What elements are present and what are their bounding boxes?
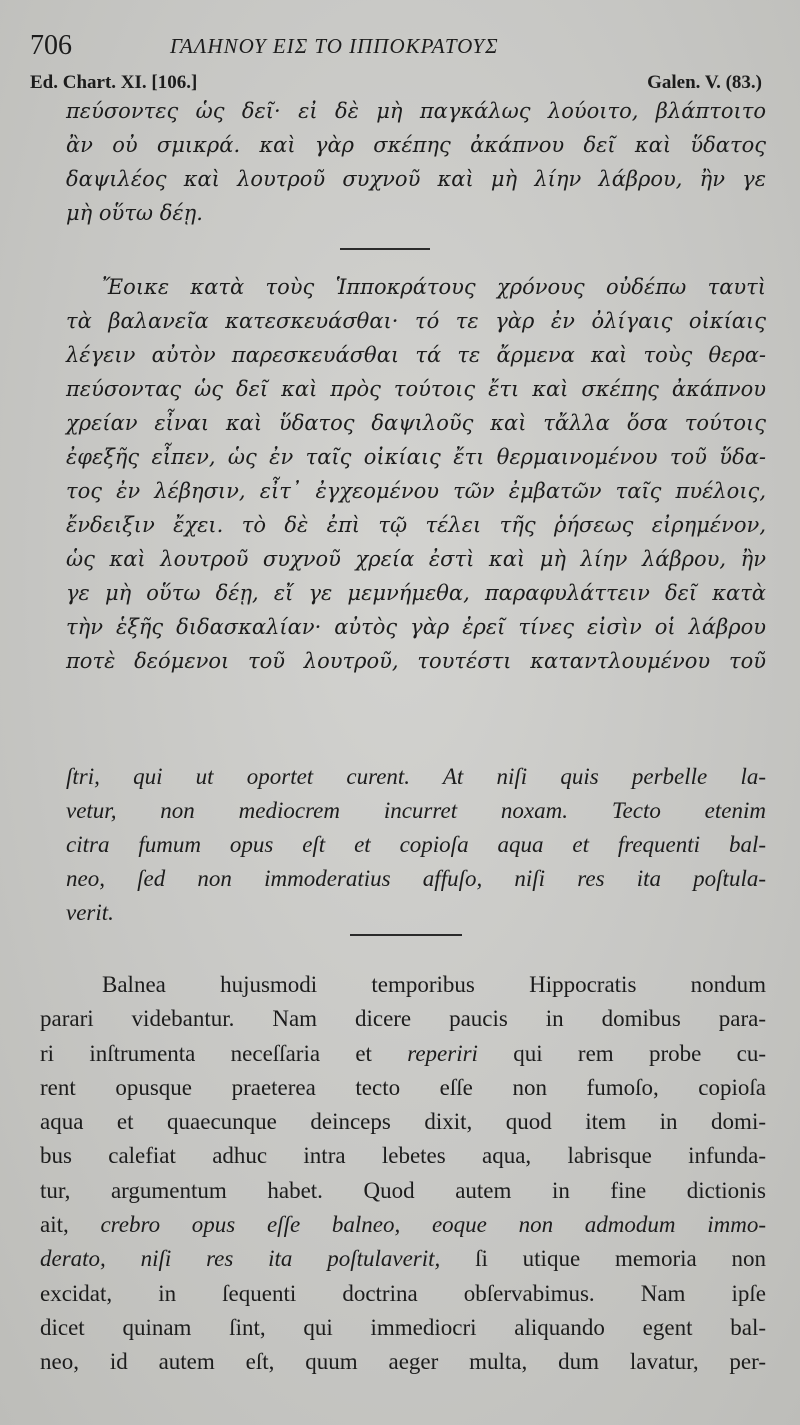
greek-line: μὴ οὕτω δέῃ.	[66, 201, 203, 225]
latin-line	[40, 1345, 766, 1379]
greek-line: δαψιλέος καὶ λουτροῦ συχνοῦ καὶ μὴ λίην λάβρου, ἢν γε	[66, 167, 766, 191]
latin-italic-line: ſtri, qui ut oportet curent. At niſi quis perbelle la-	[66, 764, 766, 789]
latin-line	[40, 1002, 766, 1036]
latin-line	[40, 968, 766, 1002]
latin-text: ſi utique memoria non	[440, 1246, 766, 1272]
latin-line	[40, 1242, 766, 1276]
latin-line	[40, 1037, 766, 1071]
greek-line: ἔνδειξιν ἔχει. τὸ δὲ ἐπὶ τῷ τέλει τῆς ῥήσεως εἰρημένον,	[66, 513, 766, 537]
greek-line: ἐφεξῆς εἶπεν, ὡς ἐν ταῖς οἰκίαις ἔτι θερμαινομένου τοῦ ὕδα-	[66, 445, 766, 469]
latin-emphasis: reperiri	[407, 1040, 478, 1066]
latin-text: qui rem probe cu-	[477, 1040, 767, 1066]
latin-text: dicet quinam ſint, qui immediocri aliquando egent bal-	[40, 1314, 766, 1340]
latin-line	[40, 1208, 766, 1242]
edition-reference-chartier: Ed. Chart. XI. [106.]	[30, 72, 198, 93]
greek-line: χρείαν εἶναι καὶ ὕδατος δαψιλοῦς καὶ τἄλλα ὅσα τούτοις	[66, 411, 766, 435]
greek-line: τος ἐν λέβησιν, εἶτ᾿ ἐγχεομένου τῶν ἐμβατῶν ταῖς πυέλοις,	[66, 479, 766, 503]
latin-text: tur, argumentum habet. Quod autem in fine dictionis	[40, 1177, 766, 1203]
latin-emphasis: crebro opus eſſe balneo, eoque non admodum immo-	[100, 1212, 766, 1238]
latin-translation-block	[66, 760, 766, 930]
page-header	[30, 30, 770, 66]
greek-line: τὰ βαλανεῖα κατεσκευάσθαι· τό τε γὰρ ἐν ὀλίγαις οἰκίαις	[66, 309, 766, 333]
running-title: ΓΑΛΗΝΟΥ ΕΙΣ ΤΟ ΙΠΠΟΚΡΑΤΟΥΣ	[170, 34, 499, 58]
latin-line	[40, 1139, 766, 1173]
greek-text-block-2	[66, 270, 766, 678]
latin-line	[40, 1277, 766, 1311]
greek-line: Ἔοικε κατὰ τοὺς Ἱπποκράτους χρόνους οὐδέπω ταυτὶ	[102, 275, 766, 299]
latin-text: ri inſtrumenta neceſſaria et	[40, 1040, 408, 1066]
latin-emphasis: derato, niſi res ita poſtulaverit,	[40, 1246, 441, 1272]
latin-text: neo, id autem eſt, quum aeger multa, dum lavatur, per-	[40, 1349, 766, 1375]
section-divider-1	[340, 248, 430, 250]
latin-italic-line: neo, ſed non immoderatius affuſo, niſi res ita poſtula-	[66, 866, 766, 891]
latin-text: parari videbantur. Nam dicere paucis in domibus para-	[40, 1006, 766, 1032]
greek-line: γε μὴ οὕτω δέῃ, εἴ γε μεμνήμεθα, παραφυλάττειν δεῖ κατὰ	[66, 581, 766, 605]
edition-reference-galen: Galen. V. (83.)	[647, 72, 762, 93]
latin-italic-line: citra fumum opus eſt et copioſa aqua et frequenti bal-	[66, 832, 766, 857]
greek-line: πεύσοντας ὡς δεῖ καὶ πρὸς τούτοις ἔτι καὶ σκέπης ἀκάπνου	[66, 377, 766, 401]
greek-line: λέγειν αὐτὸν παρεσκευάσθαι τά τε ἄρμενα καὶ τοὺς θερα-	[66, 343, 766, 367]
latin-text: rent opusque praeterea tecto eſſe non fumoſo, copioſa	[40, 1074, 766, 1100]
greek-line: ὡς καὶ λουτροῦ συχνοῦ χρεία ἐστὶ καὶ μὴ λίην λάβρου, ἢν	[66, 547, 766, 571]
greek-line: ποτὲ δεόμενοι τοῦ λουτροῦ, τουτέστι καταντλουμένου τοῦ	[66, 649, 766, 673]
latin-text: ait,	[40, 1212, 101, 1238]
page-number: 706	[30, 30, 72, 61]
greek-line: τὴν ἑξῆς διδασκαλίαν· αὐτὸς γὰρ ἐρεῖ τίνες εἰσὶν οἱ λάβρου	[66, 615, 766, 639]
greek-text-block-1	[66, 94, 766, 230]
latin-text: bus calefiat adhuc intra lebetes aqua, labrisque infunda-	[40, 1143, 766, 1169]
greek-line: πεύσοντες ὡς δεῖ· εἰ δὲ μὴ παγκάλως λούοιτο, βλάπτοιτο	[66, 99, 766, 123]
latin-line	[40, 1174, 766, 1208]
latin-line	[40, 1311, 766, 1345]
latin-italic-line: vetur, non mediocrem incurret noxam. Tecto etenim	[66, 798, 766, 823]
latin-text: excidat, in ſequenti doctrina obſervabimus. Nam ipſe	[40, 1280, 766, 1306]
greek-line: ἂν οὐ σμικρά. καὶ γὰρ σκέπης ἀκάπνου δεῖ καὶ ὕδατος	[66, 133, 766, 157]
latin-text: Balnea hujusmodi temporibus Hippocratis nondum	[102, 972, 766, 997]
latin-line	[40, 1071, 766, 1105]
section-divider-2	[350, 934, 462, 936]
latin-commentary-block	[40, 968, 766, 1380]
latin-text: aqua et quaecunque deinceps dixit, quod item in domi-	[40, 1109, 766, 1135]
latin-line	[40, 1105, 766, 1139]
latin-italic-line: verit.	[66, 900, 114, 925]
